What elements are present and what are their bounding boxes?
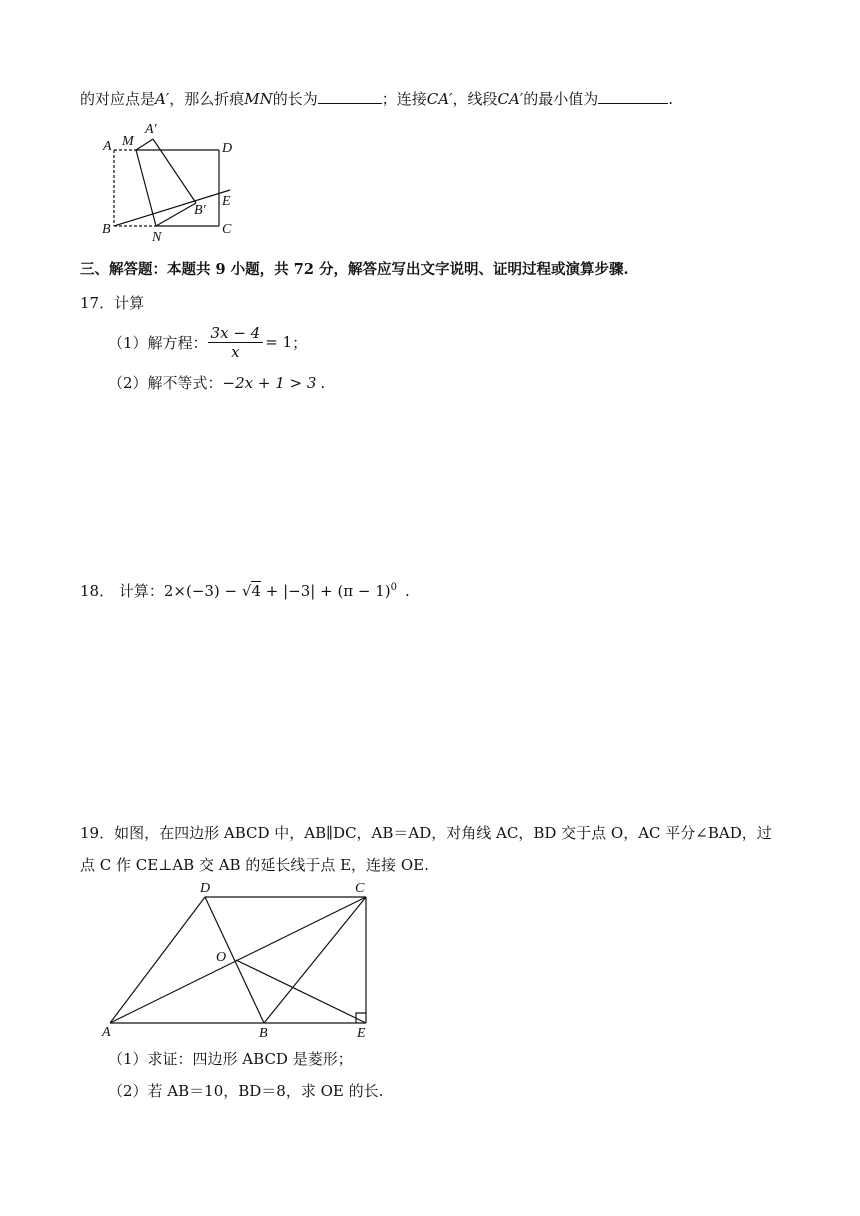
label-d: D bbox=[200, 881, 211, 896]
edge-a-prime-b-prime bbox=[153, 139, 196, 203]
sqrt-sign: √ bbox=[241, 582, 252, 600]
q19-part1: （1）求证：四边形 ABCD 是菱形； bbox=[108, 1050, 353, 1068]
label-n: N bbox=[152, 230, 162, 244]
edge-ma-prime bbox=[136, 139, 153, 150]
fraction bbox=[208, 324, 264, 361]
text-fragment: 的最小值为 bbox=[523, 90, 599, 108]
side-ad bbox=[110, 897, 205, 1023]
punctuation: ； bbox=[292, 333, 308, 352]
sqrt-argument: 4 bbox=[251, 582, 262, 600]
q17-title: 17．计算 bbox=[80, 294, 145, 312]
equation-rhs: = 1 bbox=[265, 333, 293, 351]
label-e: E bbox=[357, 1026, 366, 1041]
inequality-expression: −2x + 1 > 3 bbox=[222, 374, 317, 392]
section-heading: 三、解答题：本题共 9 小题，共 72 分，解答应写出文字说明、证明过程或演算步骤. bbox=[80, 261, 629, 278]
answer-blank-1[interactable] bbox=[318, 89, 382, 104]
text-fragment: ，线段 bbox=[452, 90, 498, 108]
q17-part2-label: （2）解不等式： bbox=[108, 374, 223, 392]
text-fragment: ；连接 bbox=[381, 90, 427, 108]
label-a-prime: A′ bbox=[145, 122, 157, 137]
text-fragment: . bbox=[668, 90, 674, 108]
diagonal-bd bbox=[205, 897, 264, 1023]
side-bc bbox=[264, 897, 366, 1023]
punctuation: . bbox=[320, 374, 326, 392]
punctuation: . bbox=[405, 582, 410, 600]
fraction-numerator: 3x − 4 bbox=[208, 324, 264, 343]
label-e: E bbox=[222, 194, 231, 209]
line-be bbox=[114, 190, 230, 226]
label-b: B bbox=[259, 1026, 268, 1041]
math-ca-prime: CA′ bbox=[426, 90, 453, 108]
text-fragment: 的对应点是 bbox=[80, 90, 156, 108]
crease-mn bbox=[136, 150, 156, 226]
label-b-prime: B′ bbox=[194, 203, 206, 218]
label-b: B bbox=[102, 222, 111, 237]
q19-line2: 点 C 作 CE⊥AB 交 AB 的延长线于点 E，连接 OE. bbox=[80, 856, 429, 874]
exponent: 0 bbox=[390, 582, 398, 593]
q18-title: 18． 计算： bbox=[80, 582, 164, 600]
q17-part1 bbox=[108, 320, 307, 364]
math-ca-prime: CA′ bbox=[497, 90, 524, 108]
label-c: C bbox=[355, 881, 365, 896]
label-m: M bbox=[122, 134, 134, 149]
expression-part: 2×(−3) − bbox=[163, 582, 242, 600]
label-o: O bbox=[216, 950, 227, 965]
right-angle-mark bbox=[356, 1013, 366, 1023]
rhombus-figure bbox=[98, 880, 388, 1042]
q16-tail-line bbox=[80, 88, 673, 109]
q19-part2: （2）若 AB＝10，BD＝8，求 OE 的长. bbox=[108, 1082, 384, 1100]
text-fragment: ，那么折痕 bbox=[169, 90, 245, 108]
q17-part2 bbox=[108, 372, 325, 393]
label-c: C bbox=[222, 222, 232, 237]
math-a-prime: A′ bbox=[155, 90, 170, 108]
math-mn: MN bbox=[244, 90, 273, 108]
expression-part: + |−3| + (π − 1) bbox=[261, 582, 391, 600]
q18-line bbox=[80, 580, 410, 601]
q19-line1: 19．如图，在四边形 ABCD 中，AB∥DC，AB＝AD，对角线 AC，BD 交于点 O，AC 平分∠BAD，过 bbox=[80, 824, 772, 842]
text-fragment: 的长为 bbox=[272, 90, 318, 108]
label-a: A bbox=[102, 1025, 111, 1040]
answer-blank-2[interactable] bbox=[598, 89, 668, 104]
label-d: D bbox=[222, 141, 233, 156]
label-a: A bbox=[103, 139, 112, 154]
fold-figure bbox=[96, 118, 246, 244]
segment-oe bbox=[236, 960, 366, 1023]
fraction-denominator: x bbox=[231, 342, 240, 361]
q17-part1-label: （1）解方程： bbox=[108, 333, 208, 352]
